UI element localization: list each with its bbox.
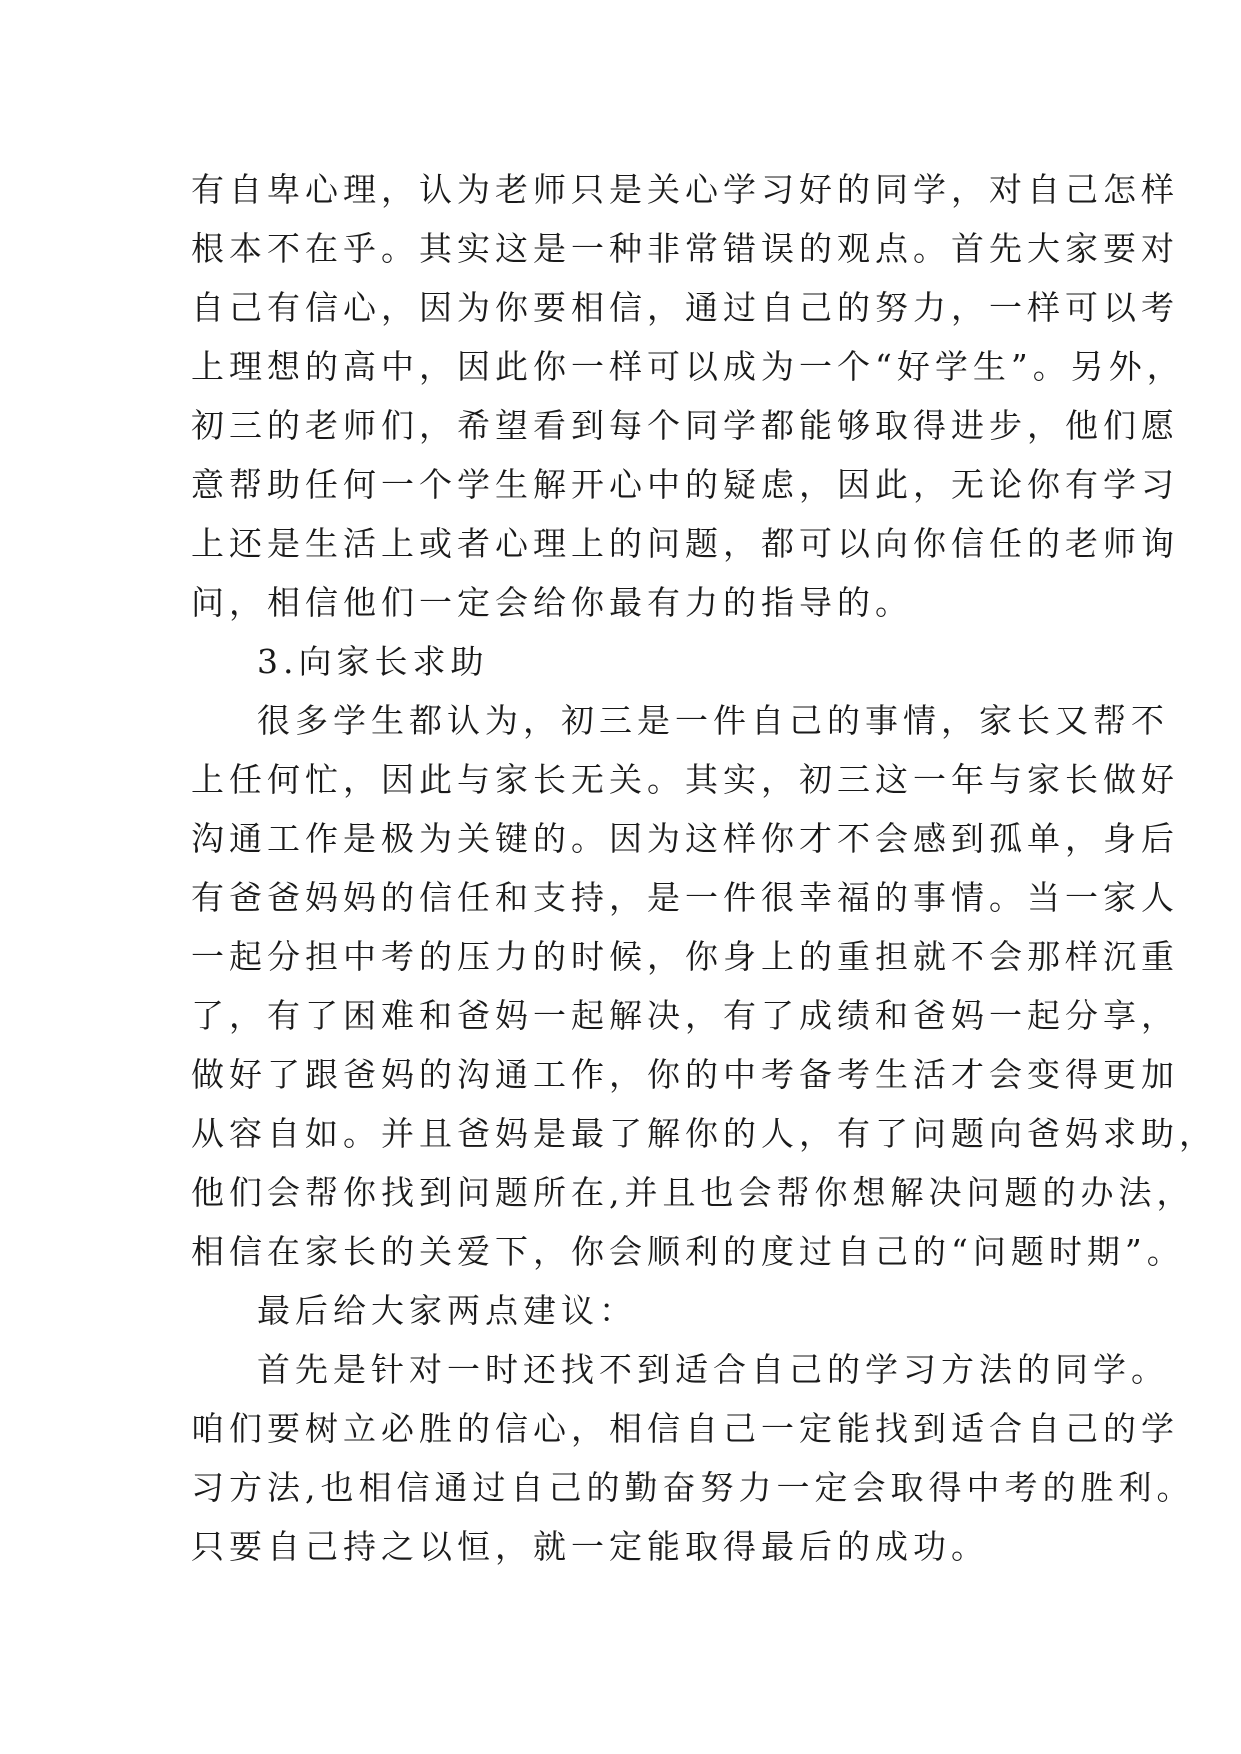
text-line: 根本不在乎。其实这是一种非常错误的观点。首先大家要对 <box>191 229 1179 268</box>
text-line: 自己有信心，因为你要相信，通过自己的努力，一样可以考 <box>191 288 1179 327</box>
text-line: 有爸爸妈妈的信任和支持，是一件很幸福的事情。当一家人 <box>191 878 1179 917</box>
text-line: 初三的老师们，希望看到每个同学都能够取得进步，他们愿 <box>191 406 1179 445</box>
text-line: 上还是生活上或者心理上的问题，都可以向你信任的老师询 <box>191 524 1179 563</box>
text-line: 意帮助任何一个学生解开心中的疑虑，因此，无论你有学习 <box>191 465 1179 504</box>
paragraph-start-line: 最后给大家两点建议： <box>257 1291 637 1330</box>
text-line: 问，相信他们一定会给你最有力的指导的。 <box>191 583 913 622</box>
text-line: 从容自如。并且爸妈是最了解你的人，有了问题向爸妈求助， <box>191 1114 1217 1153</box>
text-line: 咱们要树立必胜的信心，相信自己一定能找到适合自己的学 <box>191 1409 1179 1448</box>
text-line: 上任何忙，因此与家长无关。其实，初三这一年与家长做好 <box>191 760 1179 799</box>
text-line: 习方法,也相信通过自己的勤奋努力一定会取得中考的胜利。 <box>191 1468 1195 1507</box>
text-line: 做好了跟爸妈的沟通工作，你的中考备考生活才会变得更加 <box>191 1055 1179 1094</box>
text-line: 他们会帮你找到问题所在,并且也会帮你想解决问题的办法， <box>191 1173 1195 1212</box>
text-line: 上理想的高中，因此你一样可以成为一个“好学生”。另外， <box>191 347 1185 386</box>
text-line: 一起分担中考的压力的时候，你身上的重担就不会那样沉重 <box>191 937 1179 976</box>
text-line: 沟通工作是极为关键的。因为这样你才不会感到孤单，身后 <box>191 819 1179 858</box>
paragraph-start-line: 很多学生都认为，初三是一件自己的事情，家长又帮不 <box>257 701 1169 740</box>
text-line: 相信在家长的关爱下，你会顺利的度过自己的“问题时期”。 <box>191 1232 1185 1271</box>
paragraph-start-line: 首先是针对一时还找不到适合自己的学习方法的同学。 <box>257 1350 1169 1389</box>
text-line: 只要自己持之以恒，就一定能取得最后的成功。 <box>191 1527 989 1566</box>
text-line: 有自卑心理，认为老师只是关心学习好的同学，对自己怎样 <box>191 170 1179 209</box>
text-line: 了，有了困难和爸妈一起解决，有了成绩和爸妈一起分享， <box>191 996 1179 1035</box>
body-text <box>191 160 1217 1576</box>
section-heading: 3.向家长求助 <box>257 642 489 681</box>
